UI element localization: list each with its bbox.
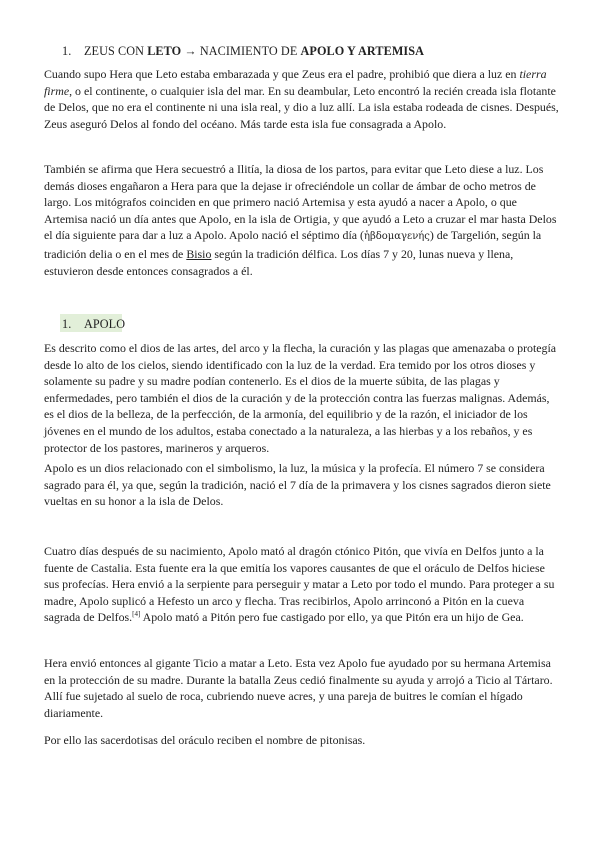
bisio-link[interactable]: Bisio	[186, 246, 212, 261]
text-run: Cuatro días después de su nacimiento, Apolo mató al dragón ctónico Pitón, que vivía en Delfos junto a la fuente de Castalia. Esta fuente era la que emitía los vapores causantes de que el oráculo de Delfos hiciese sus profecías. Hera envió a la serpiente para perseguir y matar a Leto por todo el mundo. Para proteger a su madre, Apolo suplicó a Hefesto un arco y flecha. Tras recibirlos, Apolo arrinconó a Pitón en la cueva sagrada de Delfos.	[44, 544, 555, 625]
text-run: Cuando supo Hera que Leto estaba embarazada y que Zeus era el padre, prohibió que diera a luz en	[44, 67, 520, 81]
paragraph: Por ello las sacerdotisas del oráculo reciben el nombre de pitonisas.	[44, 733, 366, 747]
text-run: según la tradición délfica. Los días 7 y 20, lunas nueva y llena, estuvieron desde entonces consagrados a él.	[44, 246, 514, 278]
greek-term: ἡβδομαγενής	[363, 231, 430, 243]
heading-label: APOLO	[84, 317, 126, 331]
heading-part: → NACIMIENTO DE	[181, 44, 301, 58]
text-run: ) de Targelión, según la tradición delia o en el mes de	[44, 228, 542, 261]
text-run: , o el continente, o cualquier isla del mar. En su deambular, Leto encontró la recién creada isla flotante de Delos, que no era el continente ni una isla real, y dio a luz allí. La isla estaba rodeada de cisnes. Después, Zeus aseguró Delos al fondo del océano. Más tarde esta isla fue consagrada a Apolo.	[44, 83, 559, 131]
heading-part: ZEUS CON	[84, 44, 148, 58]
heading-part-bold: APOLO Y ARTEMISA	[300, 44, 425, 58]
heading-part-bold: LETO	[147, 44, 182, 58]
section-heading-zeus-leto	[62, 43, 562, 59]
italic-term: tierra firme	[44, 67, 547, 98]
footnote-ref[interactable]: [4]	[132, 610, 141, 619]
paragraph: Es descrito como el dios de las artes, del arco y la flecha, la curación y las plagas que amenazaba o protegía desde lo alto de los cielos, siendo identificado con la luz de la verdad. Era temido por los otros dioses y solamente su padre y su madre podían contenerlo. Es el dios de la muerte súbita, de las plagas y enfermedades, pero también el dios de la curación y de la protección contra las fuerzas malignas. Además, es el dios de la belleza, de la perfección, de la armonía, del equilibrio y de la razón, el iniciador de los jóvenes en el mundo de los adultos, estaba conectado a la naturaleza, a las hierbas y a los rebaños, y es protector de los pastores, marineros y arqueros.	[44, 341, 557, 455]
paragraph	[44, 161, 560, 279]
paragraph: Apolo es un dios relacionado con el simbolismo, la luz, la música y la profecía. El número 7 se considera sagrado para él, ya que, según la tradición, nació el 7 día de la primavera y los cisnes sagrados dieron siete vueltas en su honor a la isla de Delos.	[44, 461, 551, 509]
heading-number: 1.	[62, 317, 72, 331]
text-run: Apolo mató a Pitón pero fue castigado por ello, ya que Pitón era un hijo de Gea.	[140, 610, 524, 625]
heading-number: 1.	[62, 44, 72, 58]
paragraph: Hera envió entonces al gigante Ticio a matar a Leto. Esta vez Apolo fue ayudado por su hermana Artemisa en la protección de su madre. Durante la batalla Zeus cedió finalmente su ayuda y arrojó a Ticio al Tártaro. Allí fue sujetado al suelo de roca, cubriendo nueve acres, y una pareja de buitres le comían el hígado diariamente.	[44, 656, 553, 720]
text-run: También se afirma que Hera secuestró a Ilitía, la diosa de los partos, para evitar que Leto diese a luz. Los demás dioses engañaron a Hera para que la dejase ir ofreciéndole un collar de ámbar de ocho metros de largo. Los mitógrafos coinciden en que primero nació Artemisa y esta ayudó a nacer a Apolo, o que Artemisa nació un día antes que Apolo, en la isla de Ortigia, y que ayudó a Leto a cruzar el mar hasta Delos el día siguiente para dar a luz a Apolo. Apolo nació el séptimo día (	[44, 162, 557, 243]
paragraph	[44, 543, 560, 626]
paragraph	[44, 66, 560, 132]
section-heading-apolo	[62, 316, 262, 332]
